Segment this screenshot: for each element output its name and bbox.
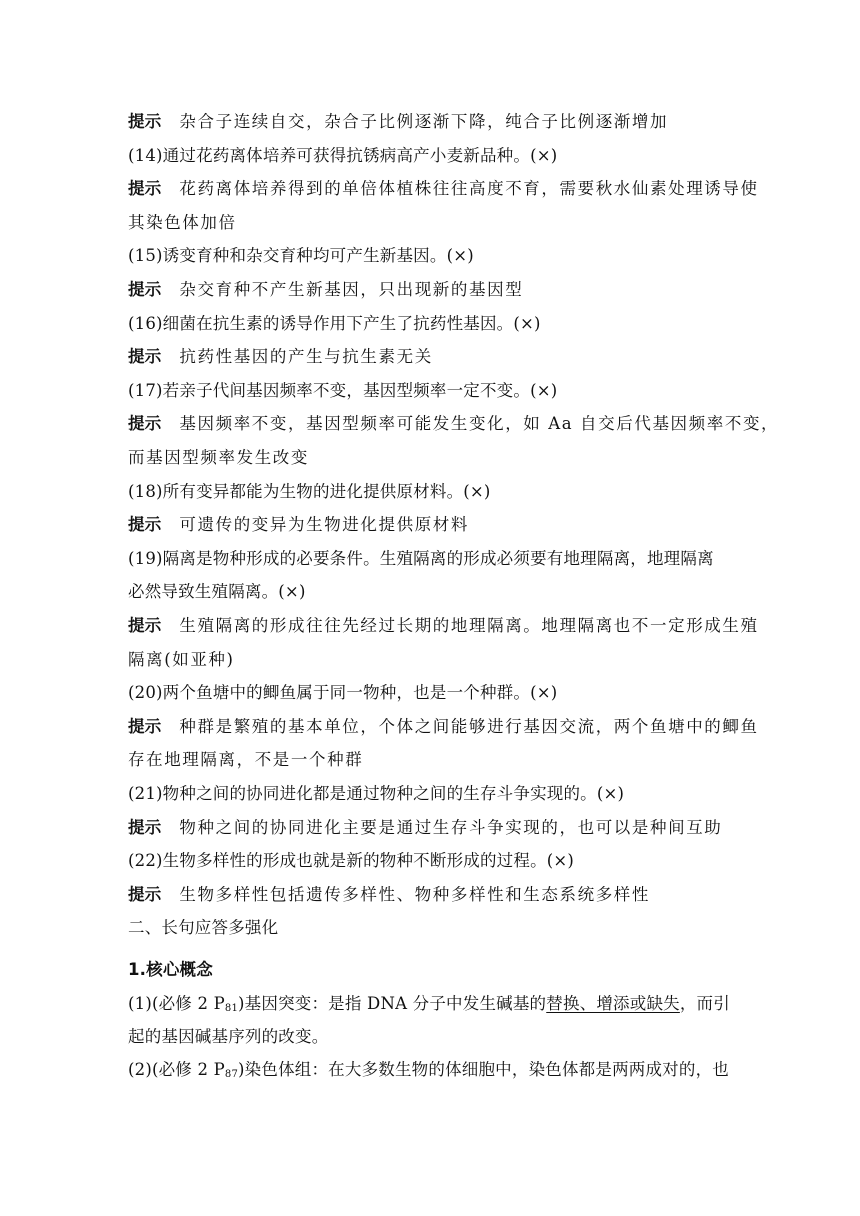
tip-text: 生物多样性包括遗传多样性、物种多样性和生态系统多样性 [179, 884, 651, 904]
concept-1-page-number: 81 [224, 1003, 239, 1014]
tip-label: 提示 [128, 112, 162, 131]
tip-continuation-line [128, 650, 738, 670]
tip-text: 杂合子连续自交，杂合子比例逐渐下降，纯合子比例逐渐增加 [179, 112, 669, 131]
statement-line: (20)两个鱼塘中的鲫鱼属于同一物种，也是一个种群。(×) [128, 683, 558, 703]
tip-line [128, 818, 738, 838]
concept-1-underlined-answer: 替换、增添或缺失 [546, 994, 680, 1013]
tip-line [128, 112, 738, 132]
tip-text: 存在地理隔离，不是一个种群 [128, 750, 364, 770]
tip-continuation-line [128, 213, 738, 233]
concept-2-prefix: (2)(必修 2 P [128, 1060, 225, 1079]
tip-line [128, 347, 738, 367]
tip-text: 可遗传的变异为生物进化提供原材料 [179, 515, 470, 535]
tip-label: 提示 [128, 179, 162, 199]
tip-label: 提示 [128, 347, 162, 367]
statement-line: (17)若亲子代间基因频率不变，基因型频率一定不变。(×) [128, 380, 558, 400]
tip-line [128, 414, 780, 434]
concept-1-prefix: (1)(必修 2 P [128, 994, 225, 1013]
tip-text: 种群是繁殖的基本单位，个体之间能够进行基因交流，两个鱼塘中的鲫鱼 [179, 716, 759, 736]
statement-line: (14)通过花药离体培养可获得抗锈病高产小麦新品种。(×) [128, 145, 558, 165]
tip-continuation-line [128, 750, 738, 770]
tip-line [128, 515, 738, 535]
statement-line: (19)隔离是物种形成的必要条件。生殖隔离的形成必须要有地理隔离，地理隔离 [128, 548, 714, 568]
statement-line: 二、长句应答多强化 [128, 918, 279, 938]
tip-text: 杂交育种不产生新基因，只出现新的基因型 [179, 280, 524, 299]
tip-text: 物种之间的协同进化主要是通过生存斗争实现的，也可以是种间互助 [179, 817, 723, 837]
statement-line: (16)细菌在抗生素的诱导作用下产生了抗药性基因。(×) [128, 313, 541, 333]
tip-label: 提示 [128, 616, 162, 635]
tip-label: 提示 [128, 414, 162, 434]
section-heading-core-concepts: 1.核心概念 [128, 960, 213, 979]
concept-2-line-1 [128, 1060, 738, 1085]
tip-line [128, 885, 738, 905]
statement-line: (15)诱变育种和杂交育种均可产生新基因。(×) [128, 246, 474, 266]
tip-line [128, 179, 759, 199]
tip-text: 基因频率不变，基因型频率可能发生变化，如 Aa 自交后代基因频率不变， [179, 414, 780, 434]
tip-text: 花药离体培养得到的单倍体植株往往高度不育，需要秋水仙素处理诱导使 [179, 179, 759, 199]
tip-label: 提示 [128, 716, 162, 736]
tip-text: 生殖隔离的形成往往先经过长期的地理隔离。地理隔离也不一定形成生殖 [179, 616, 759, 635]
concept-1-text: )基因突变：是指 DNA 分子中发生碱基的 [238, 994, 547, 1013]
tip-label: 提示 [128, 515, 162, 535]
concept-2-text: )染色体组：在大多数生物的体细胞中，染色体都是两两成对的，也 [238, 1060, 729, 1079]
statement-line: (22)生物多样性的形成也就是新的物种不断形成的过程。(×) [128, 851, 575, 871]
tip-text: 隔离(如亚种) [128, 649, 235, 669]
concept-2-page-number: 87 [224, 1069, 239, 1080]
tip-line [128, 716, 759, 737]
tip-label: 提示 [128, 280, 162, 299]
tip-text: 其染色体加倍 [128, 212, 237, 232]
tip-text: 抗药性基因的产生与抗生素无关 [179, 347, 433, 367]
statement-line: (21)物种之间的协同进化都是通过物种之间的生存斗争实现的。(×) [128, 784, 625, 803]
tip-continuation-line [128, 448, 738, 468]
statement-line: 必然导致生殖隔离。(×) [128, 582, 306, 602]
statement-line: (18)所有变异都能为生物的进化提供原材料。(×) [128, 481, 491, 501]
concept-1-line-2: 起的基因碱基序列的改变。 [128, 1027, 329, 1046]
tip-line [128, 616, 759, 636]
concept-1-suffix: ，而引 [679, 994, 730, 1013]
tip-line [128, 280, 738, 300]
tip-label: 提示 [128, 884, 162, 904]
tip-text: 而基因型频率发生改变 [128, 448, 309, 467]
concept-1-line-1 [128, 994, 738, 1019]
tip-label: 提示 [128, 817, 162, 837]
